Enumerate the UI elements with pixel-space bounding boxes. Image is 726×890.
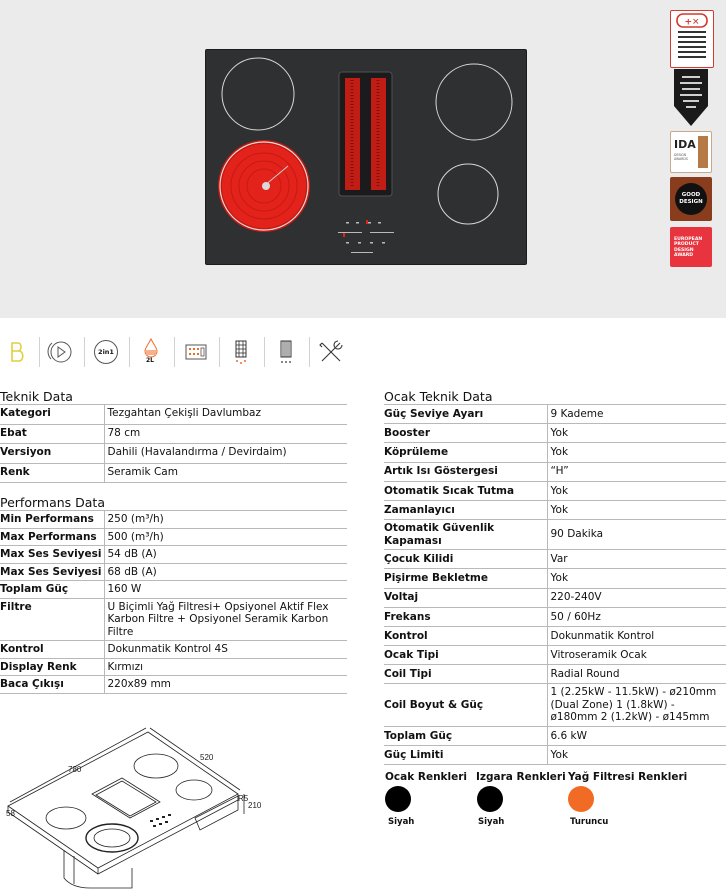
product-hero	[0, 0, 726, 318]
drawing-height-label: 210	[248, 801, 262, 810]
table-row	[384, 746, 726, 765]
spec-value: 6.6 kW	[547, 726, 726, 745]
spec-key: Toplam Güç	[384, 726, 547, 745]
good-design-award-badge	[670, 177, 712, 221]
two-in-one-text: 2in1	[94, 340, 118, 364]
table-row	[384, 684, 726, 727]
spec-key: Frekans	[384, 607, 547, 626]
filter-colors-heading: Yağ Filtresi Renkleri	[568, 771, 688, 783]
spec-value: Vitroseramik Ocak	[547, 646, 726, 665]
oil-capacity-icon	[136, 333, 166, 371]
table-row	[384, 588, 726, 607]
spec-key: Ocak Tipi	[384, 646, 547, 665]
table-row	[0, 641, 347, 659]
spec-key: Güç Limiti	[384, 746, 547, 765]
spec-key: Zamanlayıcı	[384, 500, 547, 519]
carbon-filter-icon	[271, 333, 301, 371]
european-product-design-award-badge	[670, 227, 712, 267]
table-row	[384, 569, 726, 588]
spec-key: Coil Boyut & Güç	[384, 684, 547, 727]
table-row	[0, 676, 347, 694]
good-design-word2: DESIGN	[679, 199, 703, 205]
spec-value: Yok	[547, 746, 726, 765]
table-row	[0, 563, 347, 581]
table-row	[0, 528, 347, 546]
good-design-word1: GOOD	[681, 192, 701, 198]
spec-key: Çocuk Kilidi	[384, 550, 547, 569]
spec-value: Kırmızı	[104, 658, 347, 676]
table-row	[0, 405, 347, 425]
spec-value: U Biçimli Yağ Filtresi+ Opsiyonel Aktif Flex Karbon Filtre + Opsiyonel Seramik Karbon Filtre	[104, 598, 347, 641]
cooktop-image	[205, 49, 527, 265]
best-product-award-badge	[670, 68, 712, 128]
spec-value: Yok	[547, 500, 726, 519]
spec-key: Filtre	[0, 598, 104, 641]
table-row	[384, 405, 726, 424]
table-row	[0, 424, 347, 444]
spec-value: 9 Kademe	[547, 405, 726, 424]
svg-text:+✕: +✕	[684, 17, 700, 28]
hob-color-black-swatch[interactable]	[385, 786, 411, 812]
table-row	[384, 462, 726, 481]
drawing-depth-label: 520	[200, 753, 214, 762]
table-row	[384, 626, 726, 645]
spec-value: Yok	[547, 424, 726, 443]
good-design-circle	[675, 183, 707, 215]
spec-value: 78 cm	[104, 424, 347, 444]
tech-data-title: Teknik Data	[0, 389, 73, 404]
spec-value: 220-240V	[547, 588, 726, 607]
spec-key: Max Ses Seviyesi	[0, 563, 104, 581]
table-row	[384, 726, 726, 745]
table-row	[0, 444, 347, 464]
spec-key: Voltaj	[384, 588, 547, 607]
table-row	[384, 646, 726, 665]
drawing-width-label: 780	[68, 765, 82, 774]
spec-key: Ebat	[0, 424, 104, 444]
hob-color-label: Siyah	[388, 817, 415, 827]
touch-control-icon	[45, 333, 75, 371]
spec-key: Köprüleme	[384, 443, 547, 462]
performance-data-table	[0, 510, 347, 694]
filter-cassette-icon	[181, 333, 211, 371]
spec-key: Min Performans	[0, 511, 104, 529]
spec-key: Pişirme Bekletme	[384, 569, 547, 588]
table-row	[384, 550, 726, 569]
plus-x-award-badge	[670, 10, 714, 68]
table-row	[0, 546, 347, 564]
spec-value: Dokunmatik Kontrol 4S	[104, 641, 347, 659]
spec-key: Artık Isı Göstergesi	[384, 462, 547, 481]
grill-color-label: Siyah	[478, 817, 505, 827]
table-row	[0, 463, 347, 483]
spec-value: 90 Dakika	[547, 520, 726, 550]
plus-x-award-icon	[671, 11, 713, 67]
drawing-offset-label: 58	[6, 809, 15, 818]
ida-badge-subtext: DESIGN AWARDS	[674, 153, 688, 161]
drawing-radius-label: R5	[238, 794, 249, 803]
spec-value: Seramik Cam	[104, 463, 347, 483]
table-row	[384, 424, 726, 443]
ida-badge-stripe	[698, 136, 708, 168]
spec-value: Dokunmatik Kontrol	[547, 626, 726, 645]
table-row	[0, 658, 347, 676]
tech-data-table	[0, 404, 347, 483]
spec-value: 50 / 60Hz	[547, 607, 726, 626]
table-row	[384, 607, 726, 626]
spec-key: Baca Çıkışı	[0, 676, 104, 694]
spec-value: Dahili (Havalandırma / Devirdaim)	[104, 444, 347, 464]
grease-filter-icon	[226, 333, 256, 371]
spec-key: Kontrol	[0, 641, 104, 659]
spec-value: 160 W	[104, 581, 347, 599]
spec-key: Booster	[384, 424, 547, 443]
spec-key: Versiyon	[0, 444, 104, 464]
spec-value: Yok	[547, 481, 726, 500]
spec-value: 54 dB (A)	[104, 546, 347, 564]
spec-value: 500 (m³/h)	[104, 528, 347, 546]
spec-key: Güç Seviye Ayarı	[384, 405, 547, 424]
oil-capacity-text: 2L	[146, 357, 154, 364]
hob-tech-data-title: Ocak Teknik Data	[384, 389, 493, 404]
table-row	[384, 443, 726, 462]
feature-icons-row	[0, 333, 360, 371]
tools-icon	[316, 333, 346, 371]
filter-color-orange-swatch[interactable]	[568, 786, 594, 812]
shield-award-icon	[670, 68, 712, 128]
energy-class-icon	[2, 333, 32, 371]
spec-value: 1 (2.25kW - 11.5kW) - ø210mm (Dual Zone) 1 (1.8kW) - ø180mm 2 (1.2kW) - ø145mm	[547, 684, 726, 727]
ida-badge-text: IDA	[674, 138, 696, 151]
hob-colors-heading: Ocak Renkleri	[385, 771, 468, 783]
european-award-text: EUROPEAN PRODUCT DESIGN AWARD	[674, 237, 703, 258]
filter-color-label: Turuncu	[570, 817, 609, 827]
grill-colors-heading: Izgara Renkleri	[476, 771, 566, 783]
ida-design-award-badge	[670, 131, 712, 173]
table-row	[384, 481, 726, 500]
technical-drawing	[0, 722, 270, 890]
spec-key: Display Renk	[0, 658, 104, 676]
spec-key: Otomatik Sıcak Tutma	[384, 481, 547, 500]
spec-key: Max Performans	[0, 528, 104, 546]
table-row	[0, 598, 347, 641]
spec-value: Radial Round	[547, 665, 726, 684]
spec-key: Renk	[0, 463, 104, 483]
table-row	[384, 500, 726, 519]
spec-key: Coil Tipi	[384, 665, 547, 684]
spec-value: “H”	[547, 462, 726, 481]
spec-value: 68 dB (A)	[104, 563, 347, 581]
grill-color-black-swatch[interactable]	[477, 786, 503, 812]
table-row	[0, 511, 347, 529]
spec-key: Kontrol	[384, 626, 547, 645]
spec-value: 250 (m³/h)	[104, 511, 347, 529]
table-row	[384, 520, 726, 550]
spec-value: Yok	[547, 443, 726, 462]
performance-data-title: Performans Data	[0, 495, 105, 510]
hob-tech-data-table	[384, 404, 726, 765]
spec-key: Otomatik Güvenlik Kapaması	[384, 520, 547, 550]
spec-key: Toplam Güç	[0, 581, 104, 599]
spec-value: Tezgahtan Çekişli Davlumbaz	[104, 405, 347, 425]
spec-key: Kategori	[0, 405, 104, 425]
table-row	[384, 665, 726, 684]
cooktop-graphic	[206, 50, 526, 264]
two-in-one-icon	[91, 333, 121, 371]
spec-value: Yok	[547, 569, 726, 588]
spec-value: Var	[547, 550, 726, 569]
spec-key: Max Ses Seviyesi	[0, 546, 104, 564]
spec-value: 220x89 mm	[104, 676, 347, 694]
table-row	[0, 581, 347, 599]
